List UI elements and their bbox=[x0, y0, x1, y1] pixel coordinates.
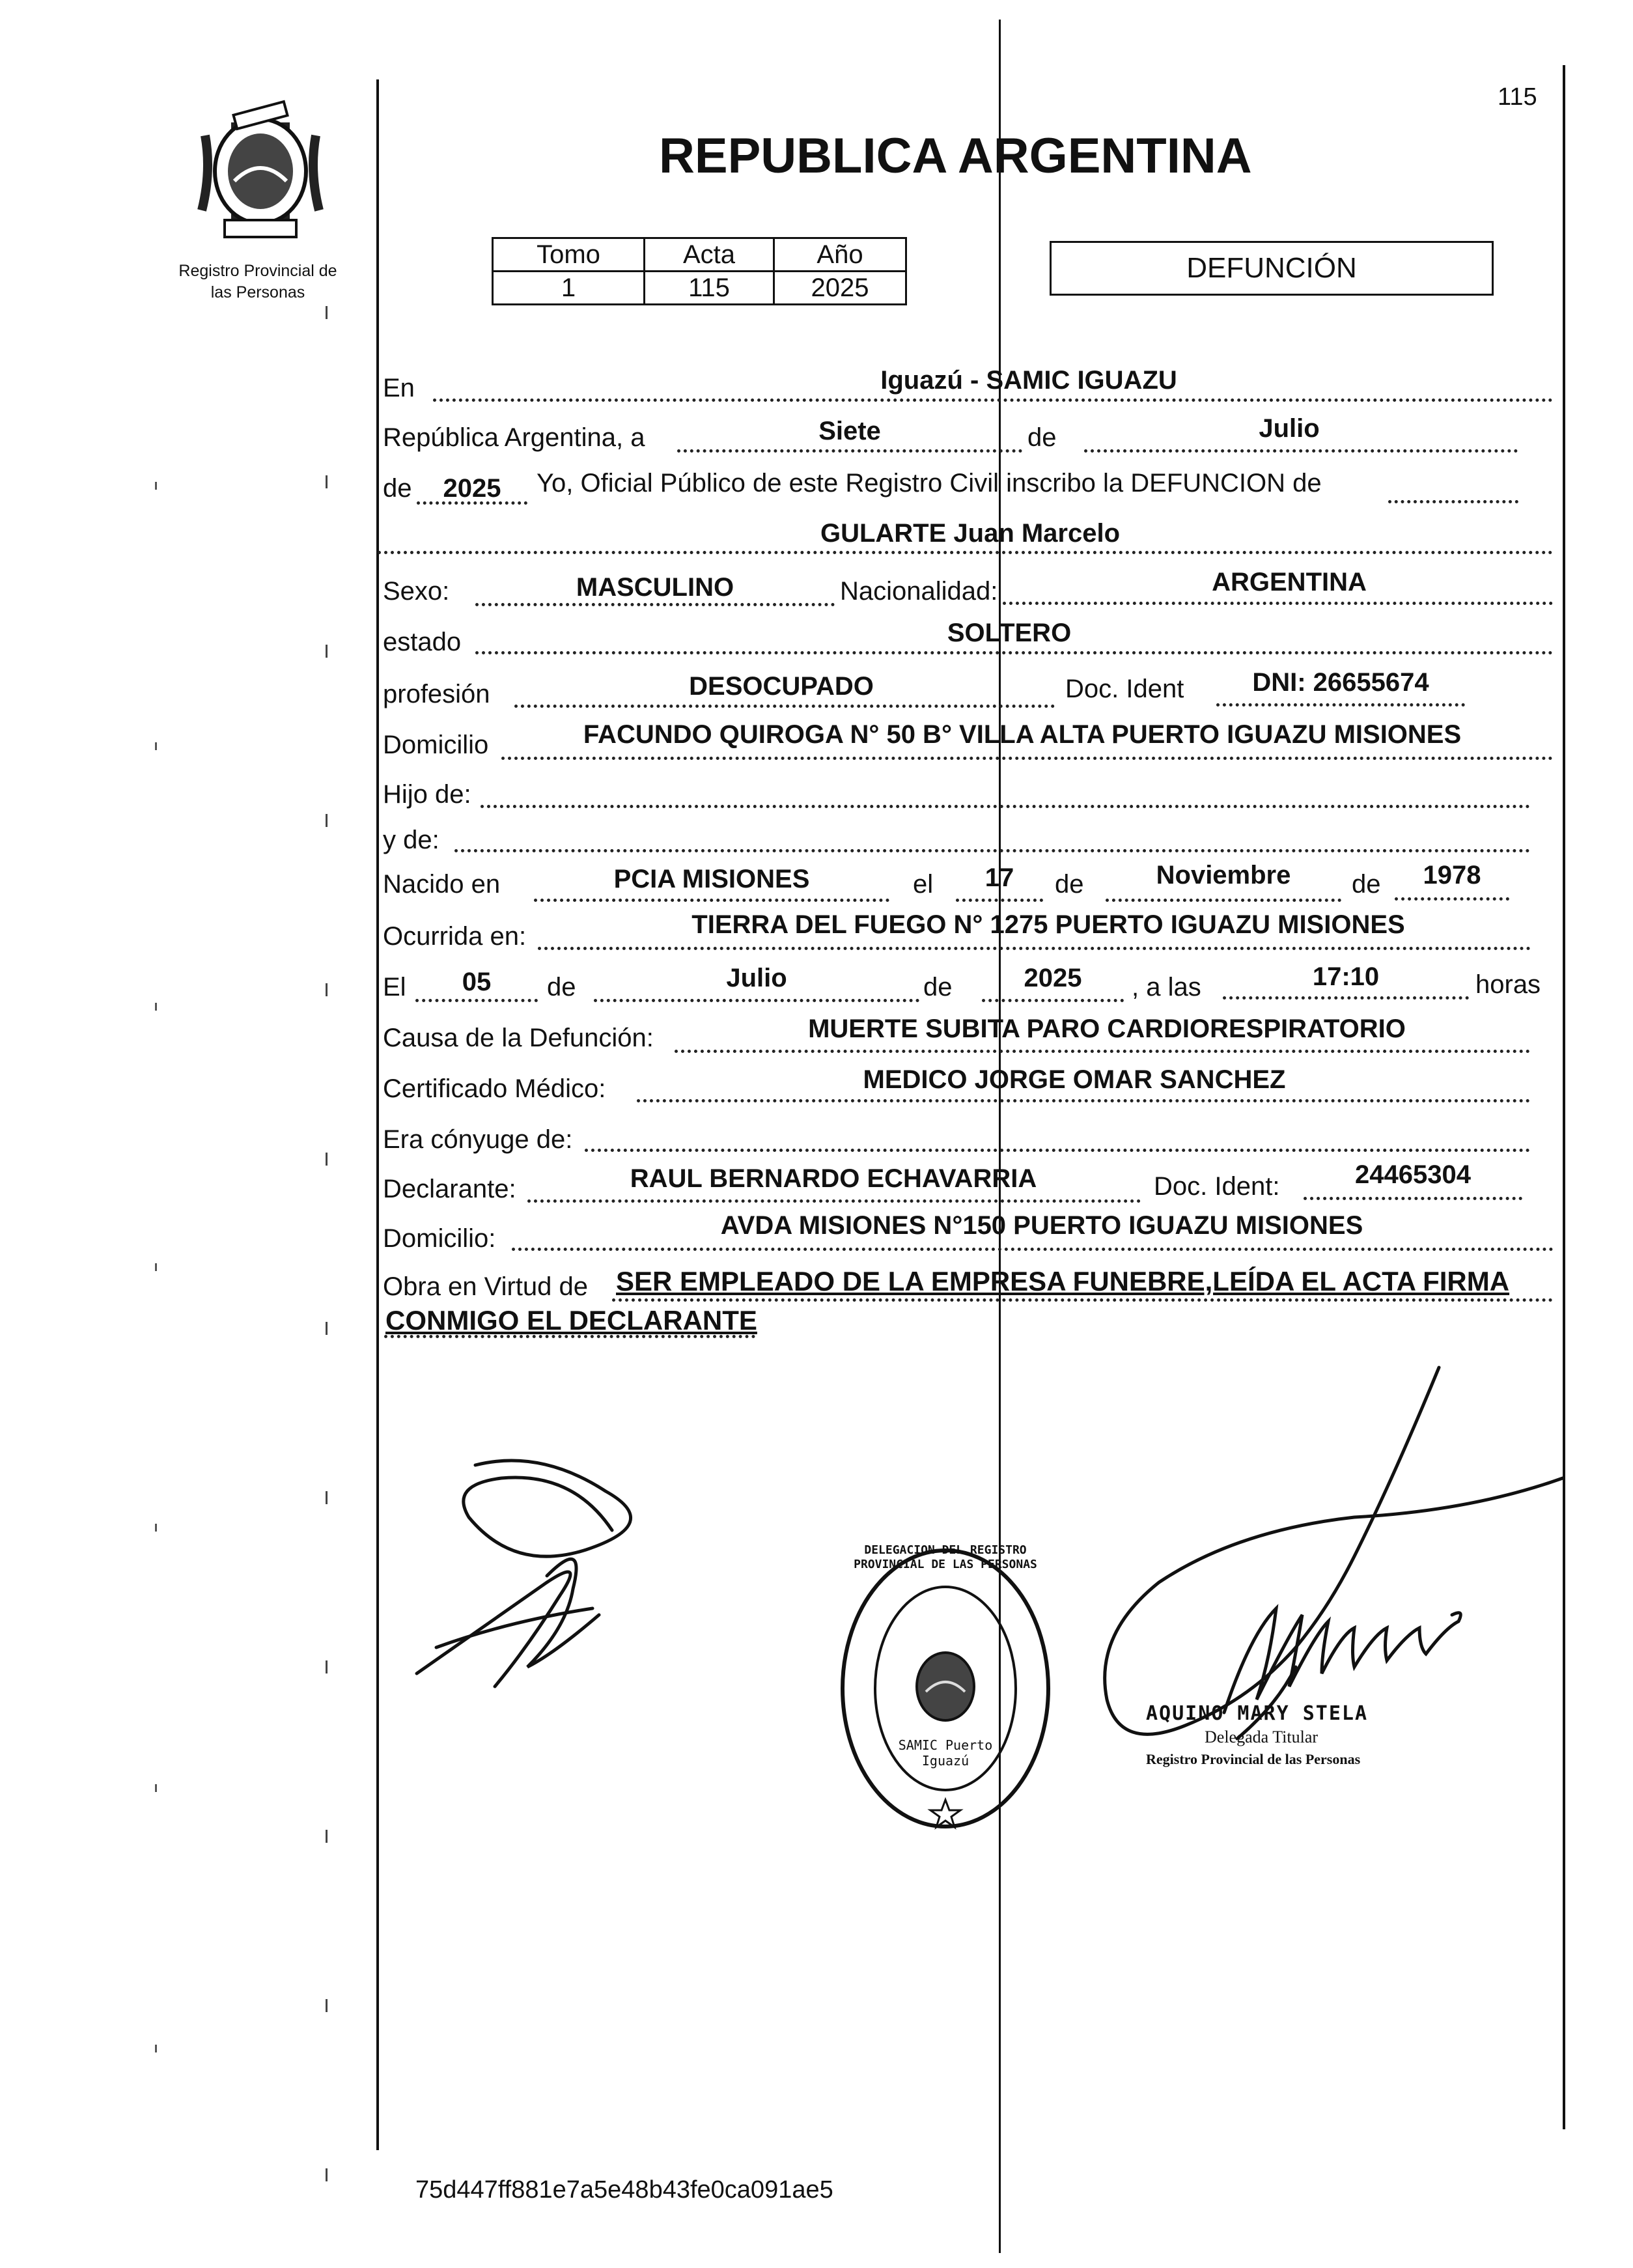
birth-day-value: 17 bbox=[984, 863, 1014, 892]
decl-dom-value: AVDA MISIONES N°150 PUERTO IGUAZU MISIONES bbox=[720, 1211, 1363, 1240]
el-label: el bbox=[913, 870, 934, 899]
declarante-dots bbox=[527, 1199, 1141, 1203]
hijo-dots bbox=[481, 805, 1530, 808]
province-logo bbox=[186, 96, 335, 246]
registry-name bbox=[154, 260, 362, 303]
de-label-2: de bbox=[383, 474, 412, 503]
estado-value: SOLTERO bbox=[947, 619, 1072, 647]
official-name: AQUINO MARY STELA bbox=[1146, 1702, 1369, 1725]
deceased-name: GULARTE Juan Marcelo bbox=[820, 519, 1121, 548]
profesion-value: DESOCUPADO bbox=[689, 672, 874, 701]
ocurrida-dots bbox=[538, 947, 1531, 950]
birth-de-label-1: de bbox=[1055, 870, 1084, 899]
table-value-tomo: 1 bbox=[493, 272, 645, 305]
domicilio-dots bbox=[501, 757, 1553, 760]
register-table-value-row bbox=[493, 272, 906, 305]
decl-dom-dots bbox=[512, 1248, 1554, 1251]
death-de-label-1: de bbox=[547, 973, 576, 1001]
birth-month-value: Noviembre bbox=[1156, 861, 1291, 889]
death-year-value: 2025 bbox=[1024, 964, 1082, 992]
birth-de-label-2: de bbox=[1352, 870, 1381, 899]
domicilio-label: Domicilio bbox=[383, 731, 489, 759]
doc-ident-value: DNI: 26655674 bbox=[1252, 668, 1429, 697]
year-value: 2025 bbox=[443, 474, 501, 503]
declarante-label: Declarante: bbox=[383, 1175, 516, 1203]
death-time-value: 17:10 bbox=[1312, 962, 1380, 991]
en-value: Iguazú - SAMIC IGUAZU bbox=[880, 366, 1177, 395]
domicilio-value: FACUNDO QUIROGA N° 50 B° VILLA ALTA PUERTO IGUAZU MISIONES bbox=[583, 720, 1462, 749]
inscribo-dots bbox=[1388, 500, 1518, 503]
death-year-dots bbox=[982, 999, 1124, 1002]
table-value-ano: 2025 bbox=[774, 272, 906, 305]
inscribo-text: Yo, Oficial Público de este Registro Civil inscribo la DEFUNCION de bbox=[537, 469, 1322, 497]
ocurrida-value: TIERRA DEL FUEGO N° 1275 PUERTO IGUAZU MISIONES bbox=[691, 910, 1405, 939]
table-value-acta: 115 bbox=[645, 272, 774, 305]
yde-dots bbox=[454, 849, 1530, 852]
birth-year-dots bbox=[1395, 897, 1509, 901]
left-margin-line bbox=[376, 79, 379, 2150]
center-fold-line bbox=[999, 20, 1001, 2253]
estado-label: estado bbox=[383, 628, 462, 656]
obra-value-line-2: CONMIGO EL DECLARANTE bbox=[385, 1305, 757, 1336]
death-month-value: Julio bbox=[726, 964, 787, 992]
official-role: Delegada Titular bbox=[1205, 1728, 1319, 1746]
nacionalidad-label: Nacionalidad: bbox=[840, 577, 998, 606]
sexo-value: MASCULINO bbox=[576, 573, 734, 602]
document-title: REPUBLICA ARGENTINA bbox=[659, 128, 1252, 184]
month-value: Julio bbox=[1259, 414, 1320, 443]
en-label: En bbox=[383, 374, 415, 402]
death-month-dots bbox=[594, 999, 919, 1002]
official-signature bbox=[1081, 1361, 1576, 1752]
stamp-outer-text: DELEGACION DEL REGISTRO PROVINCIAL DE LAS PERSONAS bbox=[854, 1543, 1037, 1571]
conyuge-label: Era cónyuge de: bbox=[383, 1125, 573, 1154]
sexo-label: Sexo: bbox=[383, 577, 450, 606]
nacionalidad-value: ARGENTINA bbox=[1212, 568, 1367, 596]
estado-dots bbox=[475, 651, 1553, 654]
en-dots bbox=[433, 399, 1553, 402]
decl-dom-label: Domicilio: bbox=[383, 1224, 496, 1253]
birth-day-dots bbox=[956, 899, 1043, 902]
nacionalidad-dots bbox=[1003, 602, 1553, 605]
table-header-ano: Año bbox=[774, 238, 906, 272]
de-label: de bbox=[1027, 423, 1057, 452]
registry-line-1: Registro Provincial de bbox=[178, 262, 337, 280]
doc-type-box bbox=[1050, 241, 1494, 296]
decl-doc-label: Doc. Ident: bbox=[1154, 1172, 1280, 1201]
day-word-dots bbox=[677, 449, 1022, 453]
register-table-header-row bbox=[493, 238, 906, 272]
causa-label: Causa de la Defunción: bbox=[383, 1024, 654, 1052]
certificado-value: MEDICO JORGE OMAR SANCHEZ bbox=[863, 1065, 1286, 1094]
conyuge-dots bbox=[585, 1149, 1530, 1152]
registry-line-2: las Personas bbox=[210, 283, 305, 301]
declarant-signature bbox=[391, 1452, 703, 1726]
nacido-value: PCIA MISIONES bbox=[613, 865, 810, 893]
hijo-label: Hijo de: bbox=[383, 780, 471, 809]
obra-label: Obra en Virtud de bbox=[383, 1272, 589, 1301]
official-office: Registro Provincial de las Personas bbox=[1146, 1751, 1361, 1767]
ocurrida-label: Ocurrida en: bbox=[383, 922, 527, 951]
certificado-dots bbox=[637, 1099, 1530, 1102]
declarante-value: RAUL BERNARDO ECHAVARRIA bbox=[630, 1164, 1037, 1193]
table-header-acta: Acta bbox=[645, 238, 774, 272]
month-dots bbox=[1084, 449, 1518, 453]
stamp-inner-text: SAMIC Puerto Iguazú bbox=[898, 1737, 993, 1769]
far-left-dash-marks bbox=[155, 482, 157, 2149]
table-header-tomo: Tomo bbox=[493, 238, 645, 272]
profesion-label: profesión bbox=[383, 680, 490, 708]
death-day-value: 05 bbox=[462, 968, 492, 996]
causa-value: MUERTE SUBITA PARO CARDIORESPIRATORIO bbox=[808, 1015, 1406, 1043]
doc-ident-dots bbox=[1216, 703, 1465, 707]
causa-dots bbox=[675, 1050, 1530, 1053]
profesion-dots bbox=[514, 705, 1055, 708]
decl-doc-value: 24465304 bbox=[1355, 1160, 1471, 1189]
yde-label: y de: bbox=[383, 826, 440, 854]
register-table bbox=[492, 237, 907, 305]
decl-doc-dots bbox=[1304, 1197, 1522, 1200]
nacido-label: Nacido en bbox=[383, 870, 501, 899]
republica-label: República Argentina, a bbox=[383, 423, 645, 452]
sexo-dots bbox=[475, 603, 835, 606]
certificado-label: Certificado Médico: bbox=[383, 1074, 606, 1103]
death-time-dots bbox=[1223, 996, 1469, 1000]
doc-type: DEFUNCIÓN bbox=[1186, 252, 1357, 284]
page-number: 115 bbox=[1498, 83, 1537, 111]
birth-year-value: 1978 bbox=[1423, 861, 1481, 889]
signature-block bbox=[1146, 1702, 1511, 1768]
document-hash: 75d447ff881e7a5e48b43fe0ca091ae5 bbox=[415, 2176, 833, 2204]
official-stamp bbox=[835, 1542, 1056, 1835]
obra-dots-1 bbox=[612, 1298, 1553, 1302]
right-margin-line bbox=[1563, 65, 1565, 2129]
death-day-dots bbox=[415, 999, 538, 1002]
name-dots bbox=[378, 551, 1553, 554]
alas-label: , a las bbox=[1132, 973, 1201, 1001]
birth-month-dots bbox=[1106, 899, 1341, 902]
el2-label: El bbox=[383, 973, 406, 1001]
nacido-dots bbox=[534, 899, 889, 902]
death-de-label-2: de bbox=[923, 973, 953, 1001]
doc-ident-label: Doc. Ident bbox=[1065, 675, 1184, 703]
day-word-value: Siete bbox=[818, 417, 881, 445]
horas-label: horas bbox=[1475, 970, 1541, 999]
left-dash-marks bbox=[326, 306, 328, 2207]
obra-value-line-1: SER EMPLEADO DE LA EMPRESA FUNEBRE,LEÍDA EL ACTA FIRMA bbox=[616, 1266, 1510, 1296]
